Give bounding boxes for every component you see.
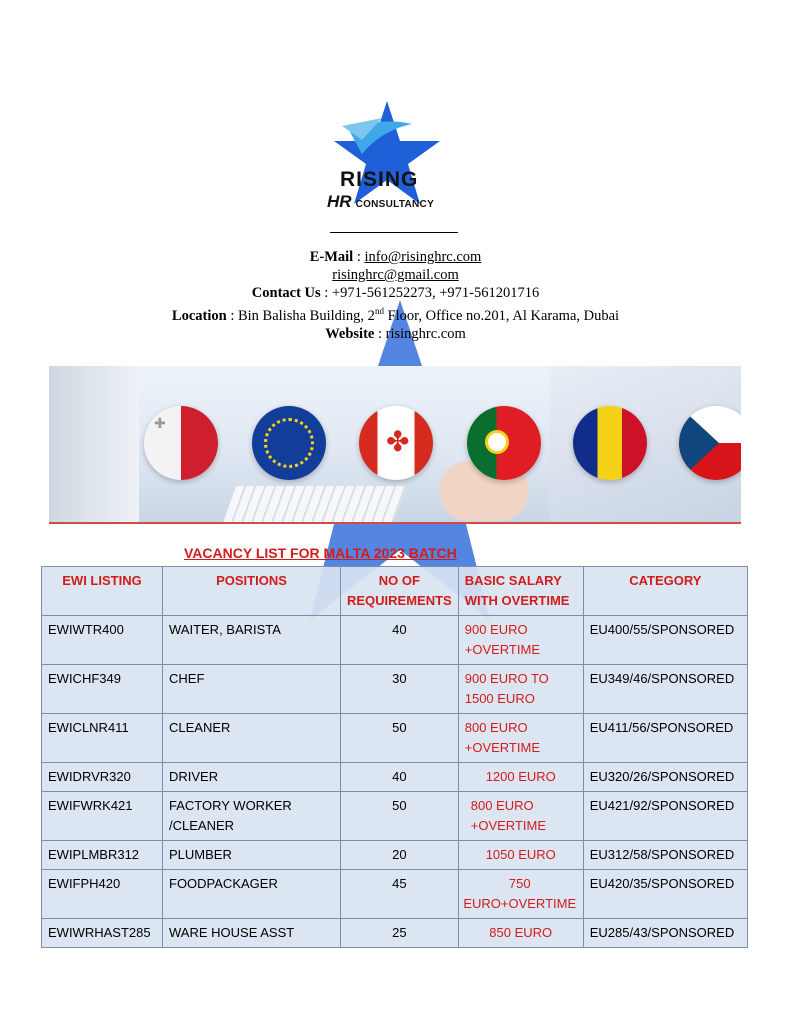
cell-position	[163, 665, 341, 714]
brand-subtitle	[327, 192, 434, 212]
cell-code: EWICLNR411	[42, 714, 163, 763]
phone-numbers: +971-561252273, +971-561201716	[331, 285, 540, 301]
header-salary-line1: BASIC SALARY	[464, 573, 562, 588]
salary-line2: +OVERTIME	[470, 818, 546, 833]
header-listing: EWI LISTING	[42, 567, 163, 616]
contact-label: Contact Us	[251, 285, 321, 301]
contact-line: Contact Us : +971-561252273, +971-561201716	[251, 285, 540, 301]
cell-code: EWIWRHAST285	[42, 919, 163, 948]
salary-line2: +OVERTIME	[464, 740, 540, 755]
cell-position	[163, 870, 341, 919]
table-row	[42, 870, 748, 919]
cell-req: 45	[341, 870, 459, 919]
position-line1: FOODPACKAGER	[169, 876, 278, 891]
table-row	[42, 792, 748, 841]
location-line: Location : Bin Balisha Building, 2nd Floor, Office no.201, Al Karama, Dubai	[171, 306, 620, 324]
table-row	[42, 919, 748, 948]
cell-salary	[458, 665, 583, 714]
salary-line1: 800 EURO	[464, 720, 528, 735]
header-positions: POSITIONS	[163, 567, 341, 616]
salary-line1: 1050 EURO	[485, 847, 556, 862]
canada-flag-icon: ✤	[359, 406, 433, 480]
position-line1: PLUMBER	[169, 847, 232, 862]
cell-category: EU400/55/SPONSORED	[583, 616, 747, 665]
cell-code: EWIDRVR320	[42, 763, 163, 792]
website-line: Website : risinghrc.com	[325, 325, 466, 342]
header-divider	[330, 232, 458, 233]
cell-code: EWIWTR400	[42, 616, 163, 665]
cell-position	[163, 919, 341, 948]
email-link-2[interactable]: risinghrc@gmail.com	[332, 267, 459, 283]
table-row	[42, 665, 748, 714]
vacancy-title: VACANCY LIST FOR MALTA 2023 BATCH	[184, 545, 457, 561]
header-salary	[458, 567, 583, 616]
website-label: Website	[325, 325, 375, 342]
cell-req: 40	[341, 763, 459, 792]
salary-line1: 800 EURO	[470, 798, 534, 813]
email-line: E-Mail : info@risinghrc.com	[309, 249, 482, 265]
position-line1: CLEANER	[169, 720, 231, 735]
cell-category: EU421/92/SPONSORED	[583, 792, 747, 841]
salary-line1: 900 EURO	[464, 622, 528, 637]
email-link-1[interactable]: info@risinghrc.com	[364, 249, 482, 265]
email-line-2	[0, 266, 791, 284]
cell-req: 30	[341, 665, 459, 714]
location-pre: Bin Balisha Building, 2	[237, 307, 375, 324]
location-label: Location	[171, 307, 227, 324]
cell-salary	[458, 763, 583, 792]
salary-line2: +OVERTIME	[464, 642, 540, 657]
cell-category: EU420/35/SPONSORED	[583, 870, 747, 919]
cell-category: EU349/46/SPONSORED	[583, 665, 747, 714]
cell-code: EWIPLMBR312	[42, 841, 163, 870]
contact-block	[0, 248, 791, 343]
position-line1: CHEF	[169, 671, 205, 686]
cell-category: EU411/56/SPONSORED	[583, 714, 747, 763]
brand-name: RISING	[340, 168, 419, 191]
cell-code: EWIFPH420	[42, 870, 163, 919]
header-salary-line2: WITH OVERTIME	[464, 593, 570, 608]
email-label: E-Mail	[309, 249, 354, 265]
position-line1: DRIVER	[169, 769, 219, 784]
cell-position	[163, 841, 341, 870]
flags-banner-image	[49, 366, 741, 524]
salary-line2: 1500 EURO	[464, 691, 535, 706]
cell-salary	[458, 792, 583, 841]
cell-position	[163, 616, 341, 665]
malta-flag-icon: ✚	[144, 406, 218, 480]
cell-salary	[458, 870, 583, 919]
website-value[interactable]: risinghrc.com	[385, 325, 466, 342]
romania-flag-icon	[573, 406, 647, 480]
cell-req: 20	[341, 841, 459, 870]
cell-salary	[458, 714, 583, 763]
table-header-row	[42, 567, 748, 616]
table-row	[42, 616, 748, 665]
cell-category: EU312/58/SPONSORED	[583, 841, 747, 870]
monitor-image	[49, 366, 139, 522]
cell-req: 50	[341, 792, 459, 841]
location-post: Floor, Office no.201, Al Karama, Dubai	[383, 307, 620, 324]
brand-consultancy: CONSULTANCY	[355, 199, 435, 210]
brand-hr: HR	[327, 192, 352, 211]
keyboard-image	[222, 486, 407, 524]
cell-position	[163, 714, 341, 763]
cell-code: EWIFWRK421	[42, 792, 163, 841]
table-row	[42, 714, 748, 763]
vacancy-table	[41, 566, 748, 948]
salary-line1: 850 EURO	[489, 925, 553, 940]
location-sup: nd	[374, 306, 384, 316]
salary-line1: 1200 EURO	[485, 769, 556, 784]
cell-code: EWICHF349	[42, 665, 163, 714]
cell-req: 50	[341, 714, 459, 763]
cell-position	[163, 792, 341, 841]
position-line1: WARE HOUSE ASST	[169, 925, 295, 940]
table-row	[42, 841, 748, 870]
table-row	[42, 763, 748, 792]
cell-position	[163, 763, 341, 792]
position-line1: WAITER, BARISTA	[169, 622, 281, 637]
cell-req: 40	[341, 616, 459, 665]
header-category: CATEGORY	[583, 567, 747, 616]
header-req-line2: REQUIREMENTS	[347, 593, 452, 608]
czech-flag-icon	[679, 406, 741, 480]
header-req-line1: NO OF	[378, 573, 420, 588]
header-requirements	[341, 567, 459, 616]
salary-line1: 900 EURO TO	[464, 671, 549, 686]
cell-req: 25	[341, 919, 459, 948]
eu-flag-icon	[252, 406, 326, 480]
cell-category: EU285/43/SPONSORED	[583, 919, 747, 948]
portugal-flag-icon	[467, 406, 541, 480]
cell-salary	[458, 841, 583, 870]
position-line1: FACTORY WORKER	[169, 798, 292, 813]
position-line2: /CLEANER	[169, 818, 235, 833]
salary-line2: EURO+OVERTIME	[463, 896, 577, 911]
salary-line1: 750	[508, 876, 531, 891]
cell-salary	[458, 616, 583, 665]
cell-category: EU320/26/SPONSORED	[583, 763, 747, 792]
cell-salary	[458, 919, 583, 948]
